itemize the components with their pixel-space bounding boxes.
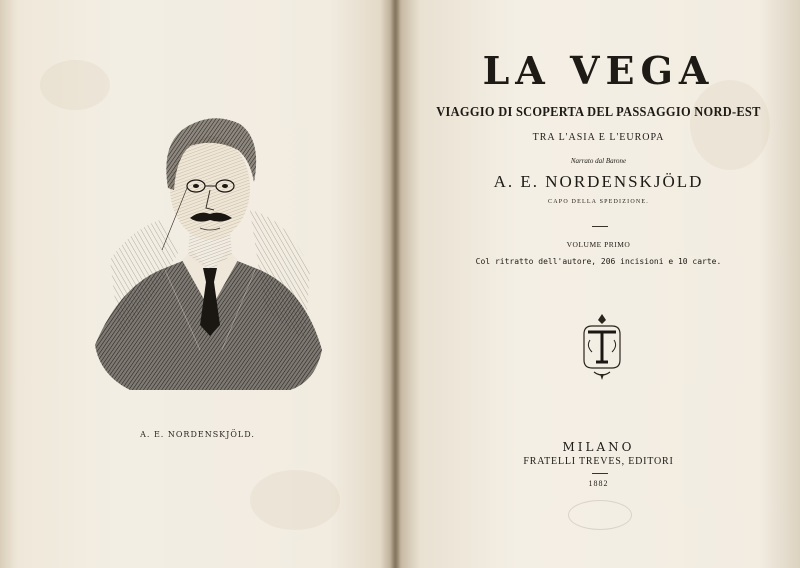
- book-subtitle: VIAGGIO DI SCOPERTA DEL PASSAGGIO NORD-EST: [436, 104, 761, 119]
- faded-stamp: [568, 500, 632, 530]
- divider-rule: [592, 226, 608, 227]
- byline: Narrato dal Barone: [570, 157, 627, 165]
- volume-label: VOLUME PRIMO: [566, 240, 631, 249]
- divider-rule: [592, 473, 608, 474]
- author-name: A. E. NORDENSKJÖLD: [493, 172, 704, 191]
- author-portrait-engraving: [90, 110, 325, 395]
- volume-details: Col ritratto dell'autore, 206 incisioni e 10 carte.: [475, 257, 722, 266]
- publisher-name: FRATELLI TREVES, EDITORI: [523, 456, 674, 467]
- book-title: LA VEGA: [482, 48, 715, 93]
- publisher-monogram-icon: [578, 312, 626, 382]
- publication-year: 1882: [588, 479, 609, 488]
- publication-city: MILANO: [562, 440, 635, 454]
- author-role: CAPO DELLA SPEDIZIONE.: [548, 199, 649, 205]
- book-subtitle-secondary: TRA L'ASIA E L'EUROPA: [532, 132, 665, 143]
- portrait-caption: A. E. NORDENSKJÖLD.: [140, 430, 255, 439]
